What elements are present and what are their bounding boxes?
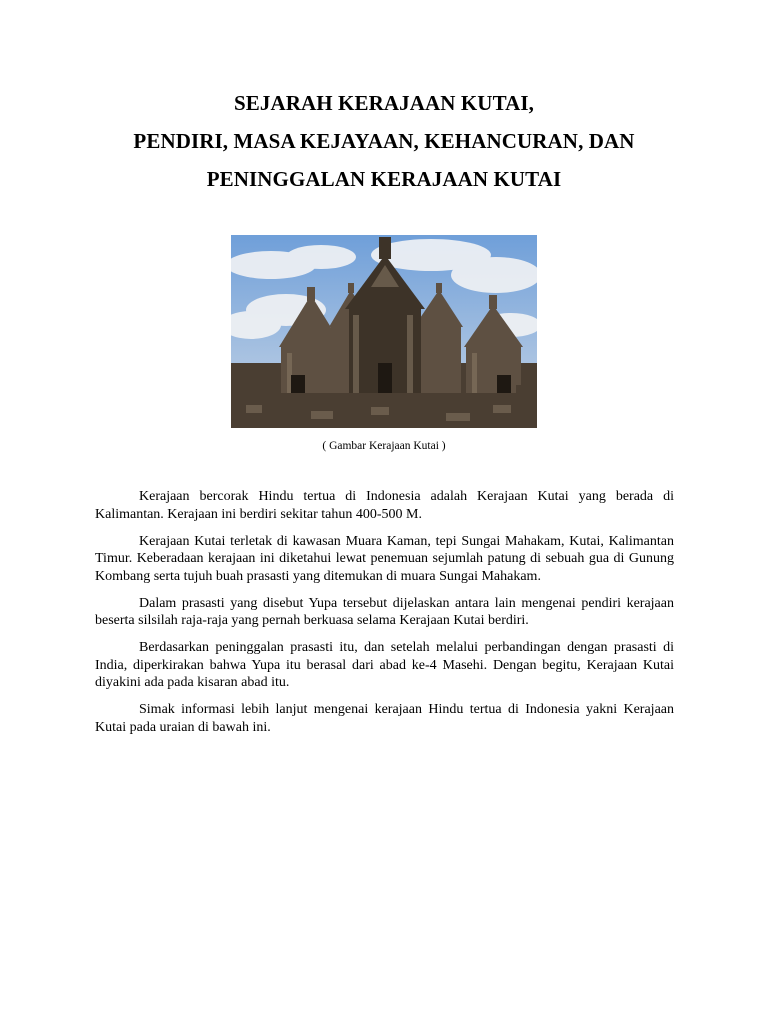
paragraph: Dalam prasasti yang disebut Yupa tersebut dijelaskan antara lain mengenai pendiri kerajaan beserta silsilah raja-raja yang pernah berkuasa selama Kerajaan Kutai berdiri. [95, 595, 674, 628]
title-line-1: SEJARAH KERAJAAN KUTAI, [233, 91, 535, 115]
figure-caption: ( Gambar Kerajaan Kutai ) [322, 440, 446, 452]
title-line-3: PENINGGALAN KERAJAAN KUTAI [206, 167, 562, 191]
temple-illustration [231, 235, 537, 428]
paragraph: Berdasarkan peninggalan prasasti itu, dan setelah melalui perbandingan dengan prasasti di India, diperkirakan bahwa Yupa itu berasal dari abad ke-4 Masehi. Dengan begitu, Kerajaan Kutai diyakini ada pada kisaran abad itu. [95, 640, 674, 690]
paragraph: Simak informasi lebih lanjut mengenai kerajaan Hindu tertua di Indonesia yakni Kerajaan Kutai pada uraian di bawah ini. [95, 702, 674, 735]
paragraph: Kerajaan Kutai terletak di kawasan Muara Kaman, tepi Sungai Mahakam, Kutai, Kalimantan Timur. Keberadaan kerajaan ini diketahui lewat penemuan sejumlah patung di sebuah gua di Gunung Kombang serta tujuh buah prasasti yang ditemukan di muara Sungai Mahakam. [95, 533, 674, 584]
title-line-2: PENDIRI, MASA KEJAYAAN, KEHANCURAN, DAN [133, 129, 635, 153]
paragraph: Kerajaan bercorak Hindu tertua di Indonesia adalah Kerajaan Kutai yang berada di Kalimantan. Kerajaan ini berdiri sekitar tahun 400-500 M. [95, 489, 674, 522]
temple-photo [231, 235, 537, 428]
body-text [95, 488, 674, 746]
document-title [60, 84, 708, 198]
